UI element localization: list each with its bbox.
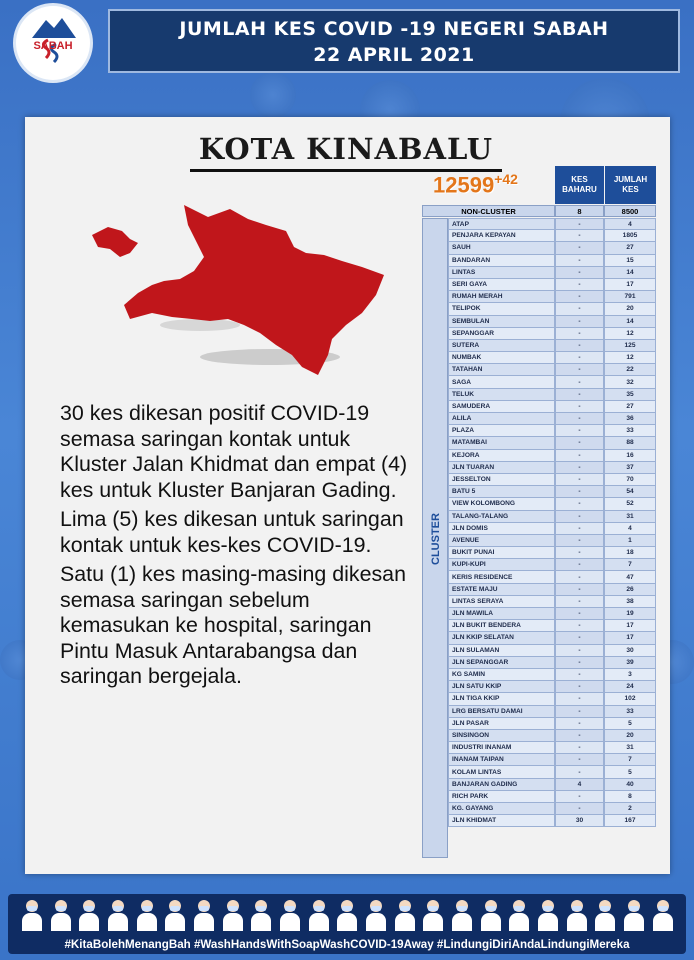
cluster-new: - [555,364,604,376]
cluster-new: - [555,559,604,571]
table-row [448,340,656,352]
cluster-total: 1 [604,535,656,547]
table-row [448,267,656,279]
person-icon [393,898,417,932]
cluster-label [426,505,446,575]
table-row [448,779,656,791]
table-row [448,608,656,620]
cluster-total: 27 [604,242,656,254]
page-title [108,9,680,73]
cluster-name: SAMUDERA [448,401,555,413]
cluster-total: 8 [604,791,656,803]
table-row [448,571,656,583]
cluster-total: 18 [604,547,656,559]
cluster-name: JLN BUKIT BENDERA [448,620,555,632]
cluster-name: NUMBAK [448,352,555,364]
person-icon [622,898,646,932]
cluster-name: BATU 5 [448,486,555,498]
cluster-name: KEJORA [448,450,555,462]
cluster-name: ESTATE MAJU [448,584,555,596]
table-row [448,437,656,449]
person-icon [364,898,388,932]
cluster-total: 31 [604,511,656,523]
table-row [448,486,656,498]
cluster-name: JLN DOMIS [448,523,555,535]
cluster-total: 52 [604,498,656,510]
cluster-new: - [555,632,604,644]
cluster-total: 27 [604,401,656,413]
cluster-total: 167 [604,815,656,827]
person-icon [77,898,101,932]
cluster-name: INANAM TAIPAN [448,754,555,766]
cluster-name: PLAZA [448,425,555,437]
cluster-name: KUPI-KUPI [448,559,555,571]
table-row [448,645,656,657]
person-icon [192,898,216,932]
cluster-new: - [555,620,604,632]
cluster-new: - [555,267,604,279]
cluster-new: - [555,316,604,328]
cluster-new: - [555,230,604,242]
table-row [448,291,656,303]
cluster-new: 30 [555,815,604,827]
cluster-total: 5 [604,718,656,730]
person-icon [163,898,187,932]
table-row [448,450,656,462]
table-row [448,303,656,315]
cluster-table [448,218,656,827]
cluster-new: - [555,389,604,401]
cluster-new: - [555,596,604,608]
cluster-total: 3 [604,669,656,681]
people-illustration [20,898,675,934]
person-icon [278,898,302,932]
table-row [448,523,656,535]
cluster-name: KG SAMIN [448,669,555,681]
cluster-name: TELIPOK [448,303,555,315]
cluster-new: - [555,706,604,718]
cluster-total: 54 [604,486,656,498]
cluster-new: - [555,584,604,596]
person-icon [593,898,617,932]
cluster-name: TALANG-TALANG [448,511,555,523]
cluster-name: SINSINGON [448,730,555,742]
cluster-name: JLN KHIDMAT [448,815,555,827]
table-row [448,389,656,401]
table-row [448,632,656,644]
cluster-new: - [555,511,604,523]
new-cases: +42 [494,171,518,187]
cluster-total: 20 [604,730,656,742]
cluster-name: TATAHAN [448,364,555,376]
cluster-new: - [555,255,604,267]
person-icon [335,898,359,932]
cluster-total: 15 [604,255,656,267]
person-icon [20,898,44,932]
cluster-total: 5 [604,766,656,778]
table-row [448,364,656,376]
table-row [448,669,656,681]
person-icon [450,898,474,932]
description-paragraph: Lima (5) kes dikesan untuk saringan kontak untuk kes-kes COVID-19. [60,507,404,557]
cluster-new: - [555,376,604,388]
cluster-total: 37 [604,462,656,474]
table-row [448,657,656,669]
district-total [433,171,518,198]
cluster-name: BUKIT PUNAI [448,547,555,559]
cluster-total: 26 [604,584,656,596]
cluster-name: SAGA [448,376,555,388]
table-row [448,584,656,596]
cluster-name: SUTERA [448,340,555,352]
table-row [448,706,656,718]
person-icon [479,898,503,932]
cluster-name: JLN SULAMAN [448,645,555,657]
cluster-name: LRG BERSATU DAMAI [448,706,555,718]
title-date: 22 APRIL 2021 [313,44,475,66]
person-icon [49,898,73,932]
person-icon [221,898,245,932]
table-row [448,742,656,754]
cluster-name: JLN SATU KKIP [448,681,555,693]
cluster-name: ATAP [448,218,555,230]
cluster-total: 31 [604,742,656,754]
cluster-name: MATAMBAI [448,437,555,449]
cluster-new: - [555,291,604,303]
cluster-new: 4 [555,779,604,791]
cluster-total: 33 [604,706,656,718]
cluster-name: JLN TIGA KKIP [448,693,555,705]
cluster-total: 125 [604,340,656,352]
cluster-new: - [555,766,604,778]
title-line1: JUMLAH KES COVID -19 NEGERI SABAH [179,18,609,40]
cluster-total: 36 [604,413,656,425]
table-row [448,498,656,510]
cluster-new: - [555,547,604,559]
table-row [448,218,656,230]
cluster-name: JLN PASAR [448,718,555,730]
cluster-new: - [555,352,604,364]
description [60,401,420,694]
table-row [448,791,656,803]
district-name: KOTA KINABALU [190,132,502,172]
cluster-new: - [555,669,604,681]
cluster-total: 2 [604,803,656,815]
sabah-logo [16,6,90,80]
table-row [448,425,656,437]
table-row [448,511,656,523]
cluster-total: 35 [604,389,656,401]
cluster-new: - [555,486,604,498]
person-icon [249,898,273,932]
cluster-new: - [555,608,604,620]
cluster-total: 32 [604,376,656,388]
table-row [448,766,656,778]
description-paragraph: Satu (1) kes masing-masing dikesan semasa saringan sebelum kemasukan ke hospital, saringan Pintu Masuk Antarabangsa dan saringan bergejala. [60,562,406,688]
table-row [448,279,656,291]
table-row [448,803,656,815]
cluster-new: - [555,571,604,583]
cluster-name: TELUK [448,389,555,401]
header-total-cases: JUMLAH KES [605,166,656,204]
cluster-new: - [555,730,604,742]
cluster-new: - [555,523,604,535]
cluster-name: JLN KKIP SELATAN [448,632,555,644]
table-row [448,474,656,486]
cluster-total: 4 [604,218,656,230]
cluster-new: - [555,279,604,291]
table-row [448,401,656,413]
cluster-total: 14 [604,316,656,328]
cluster-total: 17 [604,632,656,644]
cluster-name: JLN TUARAN [448,462,555,474]
table-row [448,328,656,340]
cluster-total: 88 [604,437,656,449]
cluster-new: - [555,242,604,254]
cluster-new: - [555,437,604,449]
person-icon [536,898,560,932]
person-icon [421,898,445,932]
cluster-new: - [555,340,604,352]
cluster-name: LINTAS SERAYA [448,596,555,608]
cluster-name: AVENUE [448,535,555,547]
cluster-name: SEPANGGAR [448,328,555,340]
non-cluster-total: 8500 [604,205,656,217]
table-row [448,718,656,730]
person-icon [135,898,159,932]
cluster-total: 4 [604,523,656,535]
cluster-total: 47 [604,571,656,583]
cluster-new: - [555,303,604,315]
cluster-name: SERI GAYA [448,279,555,291]
cluster-new: - [555,681,604,693]
cluster-new: - [555,498,604,510]
cluster-new: - [555,425,604,437]
table-row [448,693,656,705]
cluster-name: KOLAM LINTAS [448,766,555,778]
cluster-total: 33 [604,425,656,437]
table-row [448,559,656,571]
table-row [448,730,656,742]
description-paragraph: 30 kes dikesan positif COVID-19 semasa saringan kontak untuk Kluster Jalan Khidmat dan empat (4) kes untuk Kluster Banjaran Gading. [60,401,408,502]
total-cases: 12599 [433,172,495,198]
cluster-name: VIEW KOLOMBONG [448,498,555,510]
cluster-total: 16 [604,450,656,462]
hashtags: #KitaBolehMenangBah #WashHandsWithSoapWashCOVID-19Away #LindungiDiriAndaLindungiMereka [64,938,630,951]
cluster-new: - [555,657,604,669]
table-row [448,620,656,632]
table-row [448,681,656,693]
table-row [448,815,656,827]
cluster-name: LINTAS [448,267,555,279]
table-row [448,255,656,267]
cluster-name: RICH PARK [448,791,555,803]
cluster-new: - [555,535,604,547]
cluster-total: 12 [604,352,656,364]
cluster-new: - [555,791,604,803]
non-cluster-label: NON-CLUSTER [422,205,555,217]
cluster-new: - [555,474,604,486]
non-cluster-new: 8 [555,205,604,217]
cluster-name: RUMAH MERAH [448,291,555,303]
cluster-new: - [555,218,604,230]
cluster-new: - [555,328,604,340]
cluster-name: PENJARA KEPAYAN [448,230,555,242]
cluster-new: - [555,693,604,705]
cluster-total: 17 [604,620,656,632]
cluster-label-text: CLUSTER [430,513,442,565]
cluster-total: 7 [604,754,656,766]
non-cluster-row [422,205,656,217]
cluster-total: 14 [604,267,656,279]
cluster-total: 1805 [604,230,656,242]
table-row [448,462,656,474]
cluster-total: 12 [604,328,656,340]
table-row [448,535,656,547]
cluster-name: BANDARAN [448,255,555,267]
cluster-total: 39 [604,657,656,669]
cluster-new: - [555,803,604,815]
cluster-total: 24 [604,681,656,693]
cluster-total: 19 [604,608,656,620]
cluster-total: 40 [604,779,656,791]
table-row [448,376,656,388]
cluster-name: JESSELTON [448,474,555,486]
cluster-name: KG. GAYANG [448,803,555,815]
table-row [448,230,656,242]
cluster-new: - [555,413,604,425]
cluster-name: SAUH [448,242,555,254]
cluster-name: INDUSTRI INANAM [448,742,555,754]
cluster-new: - [555,450,604,462]
cluster-total: 102 [604,693,656,705]
cluster-total: 70 [604,474,656,486]
virus-decoration [250,72,296,118]
kota-kinabalu-map [80,195,400,385]
cluster-total: 17 [604,279,656,291]
logo-text: SABAH [33,40,73,52]
cluster-new: - [555,754,604,766]
cluster-new: - [555,645,604,657]
person-icon [651,898,675,932]
table-row [448,754,656,766]
person-icon [307,898,331,932]
cluster-name: JLN MAWILA [448,608,555,620]
person-icon [106,898,130,932]
table-row [448,596,656,608]
table-row [448,547,656,559]
table-row [448,352,656,364]
person-icon [507,898,531,932]
cluster-name: ALILA [448,413,555,425]
cluster-name: KERIS RESIDENCE [448,571,555,583]
cluster-new: - [555,401,604,413]
cluster-name: JLN SEPANGGAR [448,657,555,669]
cluster-new: - [555,742,604,754]
table-row [448,242,656,254]
cluster-total: 20 [604,303,656,315]
cluster-name: BANJARAN GADING [448,779,555,791]
cluster-total: 22 [604,364,656,376]
cluster-new: - [555,718,604,730]
cluster-new: - [555,462,604,474]
cluster-total: 38 [604,596,656,608]
person-icon [565,898,589,932]
header-new-cases: KES BAHARU [555,166,604,204]
cluster-total: 791 [604,291,656,303]
table-row [448,316,656,328]
cluster-name: SEMBULAN [448,316,555,328]
table-row [448,413,656,425]
cluster-total: 30 [604,645,656,657]
cluster-total: 7 [604,559,656,571]
